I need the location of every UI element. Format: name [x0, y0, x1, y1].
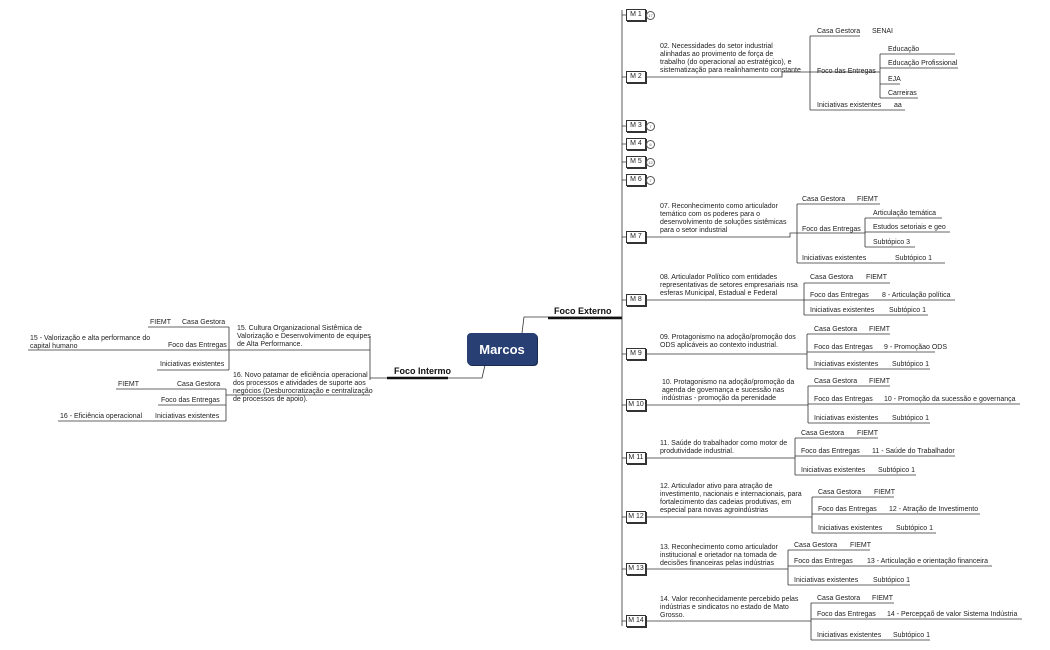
foco-item: Educação Profissional: [888, 60, 958, 67]
foco-entregas-label: Foco das Entregas: [818, 506, 877, 513]
iniciativas-label: Iniciativas existentes: [817, 632, 882, 639]
marco-description: 14. Valor reconhecidamente percebido pelas indústrias e sindicatos no estado de Mato Grosso.: [660, 596, 799, 619]
iniciativas-label: Iniciativas existentes: [802, 255, 867, 262]
iniciativas-value: Subtópico 1: [893, 632, 930, 639]
marco-node-m6[interactable]: M 6: [626, 174, 646, 186]
casa-gestora-value: FIEMT: [872, 595, 893, 602]
branch-label-foco-externo[interactable]: Foco Externo: [554, 306, 612, 316]
foco-entregas-label: Foco das Entregas: [168, 342, 227, 349]
marco-description: 08. Articulador Político com entidades representativas de setores empresariais nsa esferas Municipal, Estadual e Federal: [660, 274, 798, 297]
marco-node-m12[interactable]: M 12: [626, 511, 646, 523]
iniciativas-value: Subtópico 1: [895, 255, 932, 262]
marco-node-m2[interactable]: M 2: [626, 71, 646, 83]
iniciativas-label: Iniciativas existentes: [801, 467, 866, 474]
foco-entregas-label: Foco das Entregas: [814, 396, 873, 403]
foco-item: EJA: [888, 76, 901, 83]
marco-description: 09. Protagonismo na adoção/promoção dos ODS aplicáveis ao contexto industrial.: [660, 334, 796, 349]
casa-gestora-label: Casa Gestora: [817, 28, 861, 35]
casa-gestora-label: Casa Gestora: [817, 595, 861, 602]
casa-gestora-label: Casa Gestora: [814, 326, 858, 333]
root-to-externo-line: [522, 317, 622, 333]
casa-gestora-value: FIEMT: [850, 542, 871, 549]
casa-gestora-value: FIEMT: [857, 196, 878, 203]
casa-gestora-value: SENAI: [872, 28, 894, 35]
iniciativas-value: Subtópico 1: [892, 361, 929, 368]
foco-value: 14 - Percepçaõ de valor Sistema Indústria: [887, 611, 1018, 618]
iniciativas-value: Subtópico 1: [889, 307, 926, 314]
iniciativas-value: Subtópico 1: [873, 577, 910, 584]
foco-value: 12 - Atração de Investimento: [889, 506, 979, 513]
casa-gestora-label: Casa Gestora: [802, 196, 846, 203]
foco-item: Estudos setoriais e geo: [873, 224, 946, 231]
marco-description: 12. Articulador ativo para atração de investimento, nacionais e internacionais, para fortalecimento das cadeias produtivas, em especial para novas agroindústrias: [660, 483, 802, 514]
iniciativas-label: Iniciativas existentes: [814, 361, 879, 368]
casa-gestora-label: Casa Gestora: [182, 319, 226, 326]
iniciativas-value: aa: [894, 102, 902, 109]
foco-entregas-label: Foco das Entregas: [817, 611, 876, 618]
foco-entregas-label: Foco das Entregas: [794, 558, 853, 565]
marco-description: 07. Reconhecimento como articulador temático com os poderes para o desenvolvimento de soluções sistêmicas para o setor industrial: [660, 203, 787, 234]
interno-item-description: 16. Novo patamar de eficiência operacional dos processos e atividades de suporte aos negócios (Desburocratização e centralização de processos de apoio).: [233, 372, 373, 403]
marco-node-m5[interactable]: M 5: [626, 156, 646, 168]
casa-gestora-label: Casa Gestora: [177, 381, 221, 388]
iniciativas-value: Subtópico 1: [878, 467, 915, 474]
iniciativas-label: Iniciativas existentes: [814, 415, 879, 422]
iniciativas-label: Iniciativas existentes: [160, 361, 225, 368]
foco-item: Articulação temática: [873, 210, 937, 217]
iniciativas-label: Iniciativas existentes: [810, 307, 875, 314]
marco-node-m8[interactable]: M 8: [626, 294, 646, 306]
iniciativas-label: Iniciativas existentes: [155, 413, 220, 420]
marco-description: 02. Necessidades do setor industrial alinhadas ao provimento de força de trabalho (do operacional ao estratégico), e sistematização para realinhamento constante: [660, 43, 801, 74]
collapsed-count-badge[interactable]: 12: [646, 158, 655, 167]
casa-gestora-value: FIEMT: [150, 319, 171, 326]
marco-node-m9[interactable]: M 9: [626, 348, 646, 360]
casa-gestora-label: Casa Gestora: [810, 274, 854, 281]
collapsed-count-badge[interactable]: 6: [646, 140, 655, 149]
casa-gestora-label: Casa Gestora: [814, 378, 858, 385]
casa-gestora-value: FIEMT: [857, 430, 878, 437]
casa-gestora-value: FIEMT: [118, 381, 139, 388]
marco-node-m4[interactable]: M 4: [626, 138, 646, 150]
marco-node-m7[interactable]: M 7: [626, 231, 646, 243]
foco-value: 10 - Promoção da sucessão e governança: [884, 396, 1016, 403]
casa-gestora-value: FIEMT: [869, 326, 890, 333]
branch-label-foco-interno[interactable]: Foco Intermo: [394, 366, 452, 376]
collapsed-count-badge[interactable]: 17: [646, 11, 655, 20]
foco-entregas-label: Foco das Entregas: [810, 292, 869, 299]
marco-description: 10. Protagonismo na adoção/promoção da agenda de governança e sucessão nas indústrias - promoção da perenidade: [662, 379, 795, 402]
foco-entregas-label: Foco das Entregas: [161, 397, 220, 404]
iniciativas-label: Iniciativas existentes: [817, 102, 882, 109]
marco-description: 11. Saúde do trabalhador como motor de produtividade industrial.: [660, 440, 788, 455]
marco-node-m10[interactable]: M 10: [626, 399, 646, 411]
collapsed-count-badge[interactable]: 7: [646, 176, 655, 185]
foco-item: Carreiras: [888, 90, 917, 97]
marco-node-m1[interactable]: M 1: [626, 9, 646, 21]
casa-gestora-value: FIEMT: [866, 274, 887, 281]
iniciativas-label: Iniciativas existentes: [794, 577, 859, 584]
foco-entregas-label: Foco das Entregas: [802, 226, 861, 233]
collapsed-count-badge[interactable]: 7: [646, 122, 655, 131]
foco-item: Subtópico 3: [873, 239, 910, 246]
casa-gestora-label: Casa Gestora: [794, 542, 838, 549]
foco-entregas-label: Foco das Entregas: [817, 68, 876, 75]
foco-value: 11 - Saúde do Trabalhador: [872, 448, 955, 455]
foco-value: 15 - Valorização e alta performance do capital humano: [30, 335, 151, 350]
root-node-marcos[interactable]: Marcos: [467, 333, 537, 365]
casa-gestora-label: Casa Gestora: [818, 489, 862, 496]
marco-description: 13. Reconhecimento como articulador institucional e orietador na tomada de decisões financeiras pelas indústrias: [660, 544, 778, 567]
foco-entregas-label: Foco das Entregas: [814, 344, 873, 351]
foco-value: 9 - Promoçãao ODS: [884, 344, 948, 351]
iniciativas-value: Subtópico 1: [896, 525, 933, 532]
foco-item: Educação: [888, 46, 920, 53]
interno-item-description: 15. Cultura Organizacional Sistêmica de Valorização e Desenvolvimento de equipes de Alta Performance.: [237, 325, 371, 348]
marco-node-m3[interactable]: M 3: [626, 120, 646, 132]
marco-node-m14[interactable]: M 14: [626, 615, 646, 627]
iniciativas-value: 16 - Eficiência operacional: [60, 413, 143, 420]
casa-gestora-value: FIEMT: [869, 378, 890, 385]
casa-gestora-value: FIEMT: [874, 489, 895, 496]
casa-gestora-label: Casa Gestora: [801, 430, 845, 437]
foco-value: 8 - Articulação política: [882, 292, 951, 299]
foco-entregas-label: Foco das Entregas: [801, 448, 860, 455]
marco-node-m11[interactable]: M 11: [626, 452, 646, 464]
foco-value: 13 - Articulação e orientação financeira: [867, 558, 989, 565]
iniciativas-label: Iniciativas existentes: [818, 525, 883, 532]
iniciativas-value: Subtópico 1: [892, 415, 929, 422]
marco-node-m13[interactable]: M 13: [626, 563, 646, 575]
